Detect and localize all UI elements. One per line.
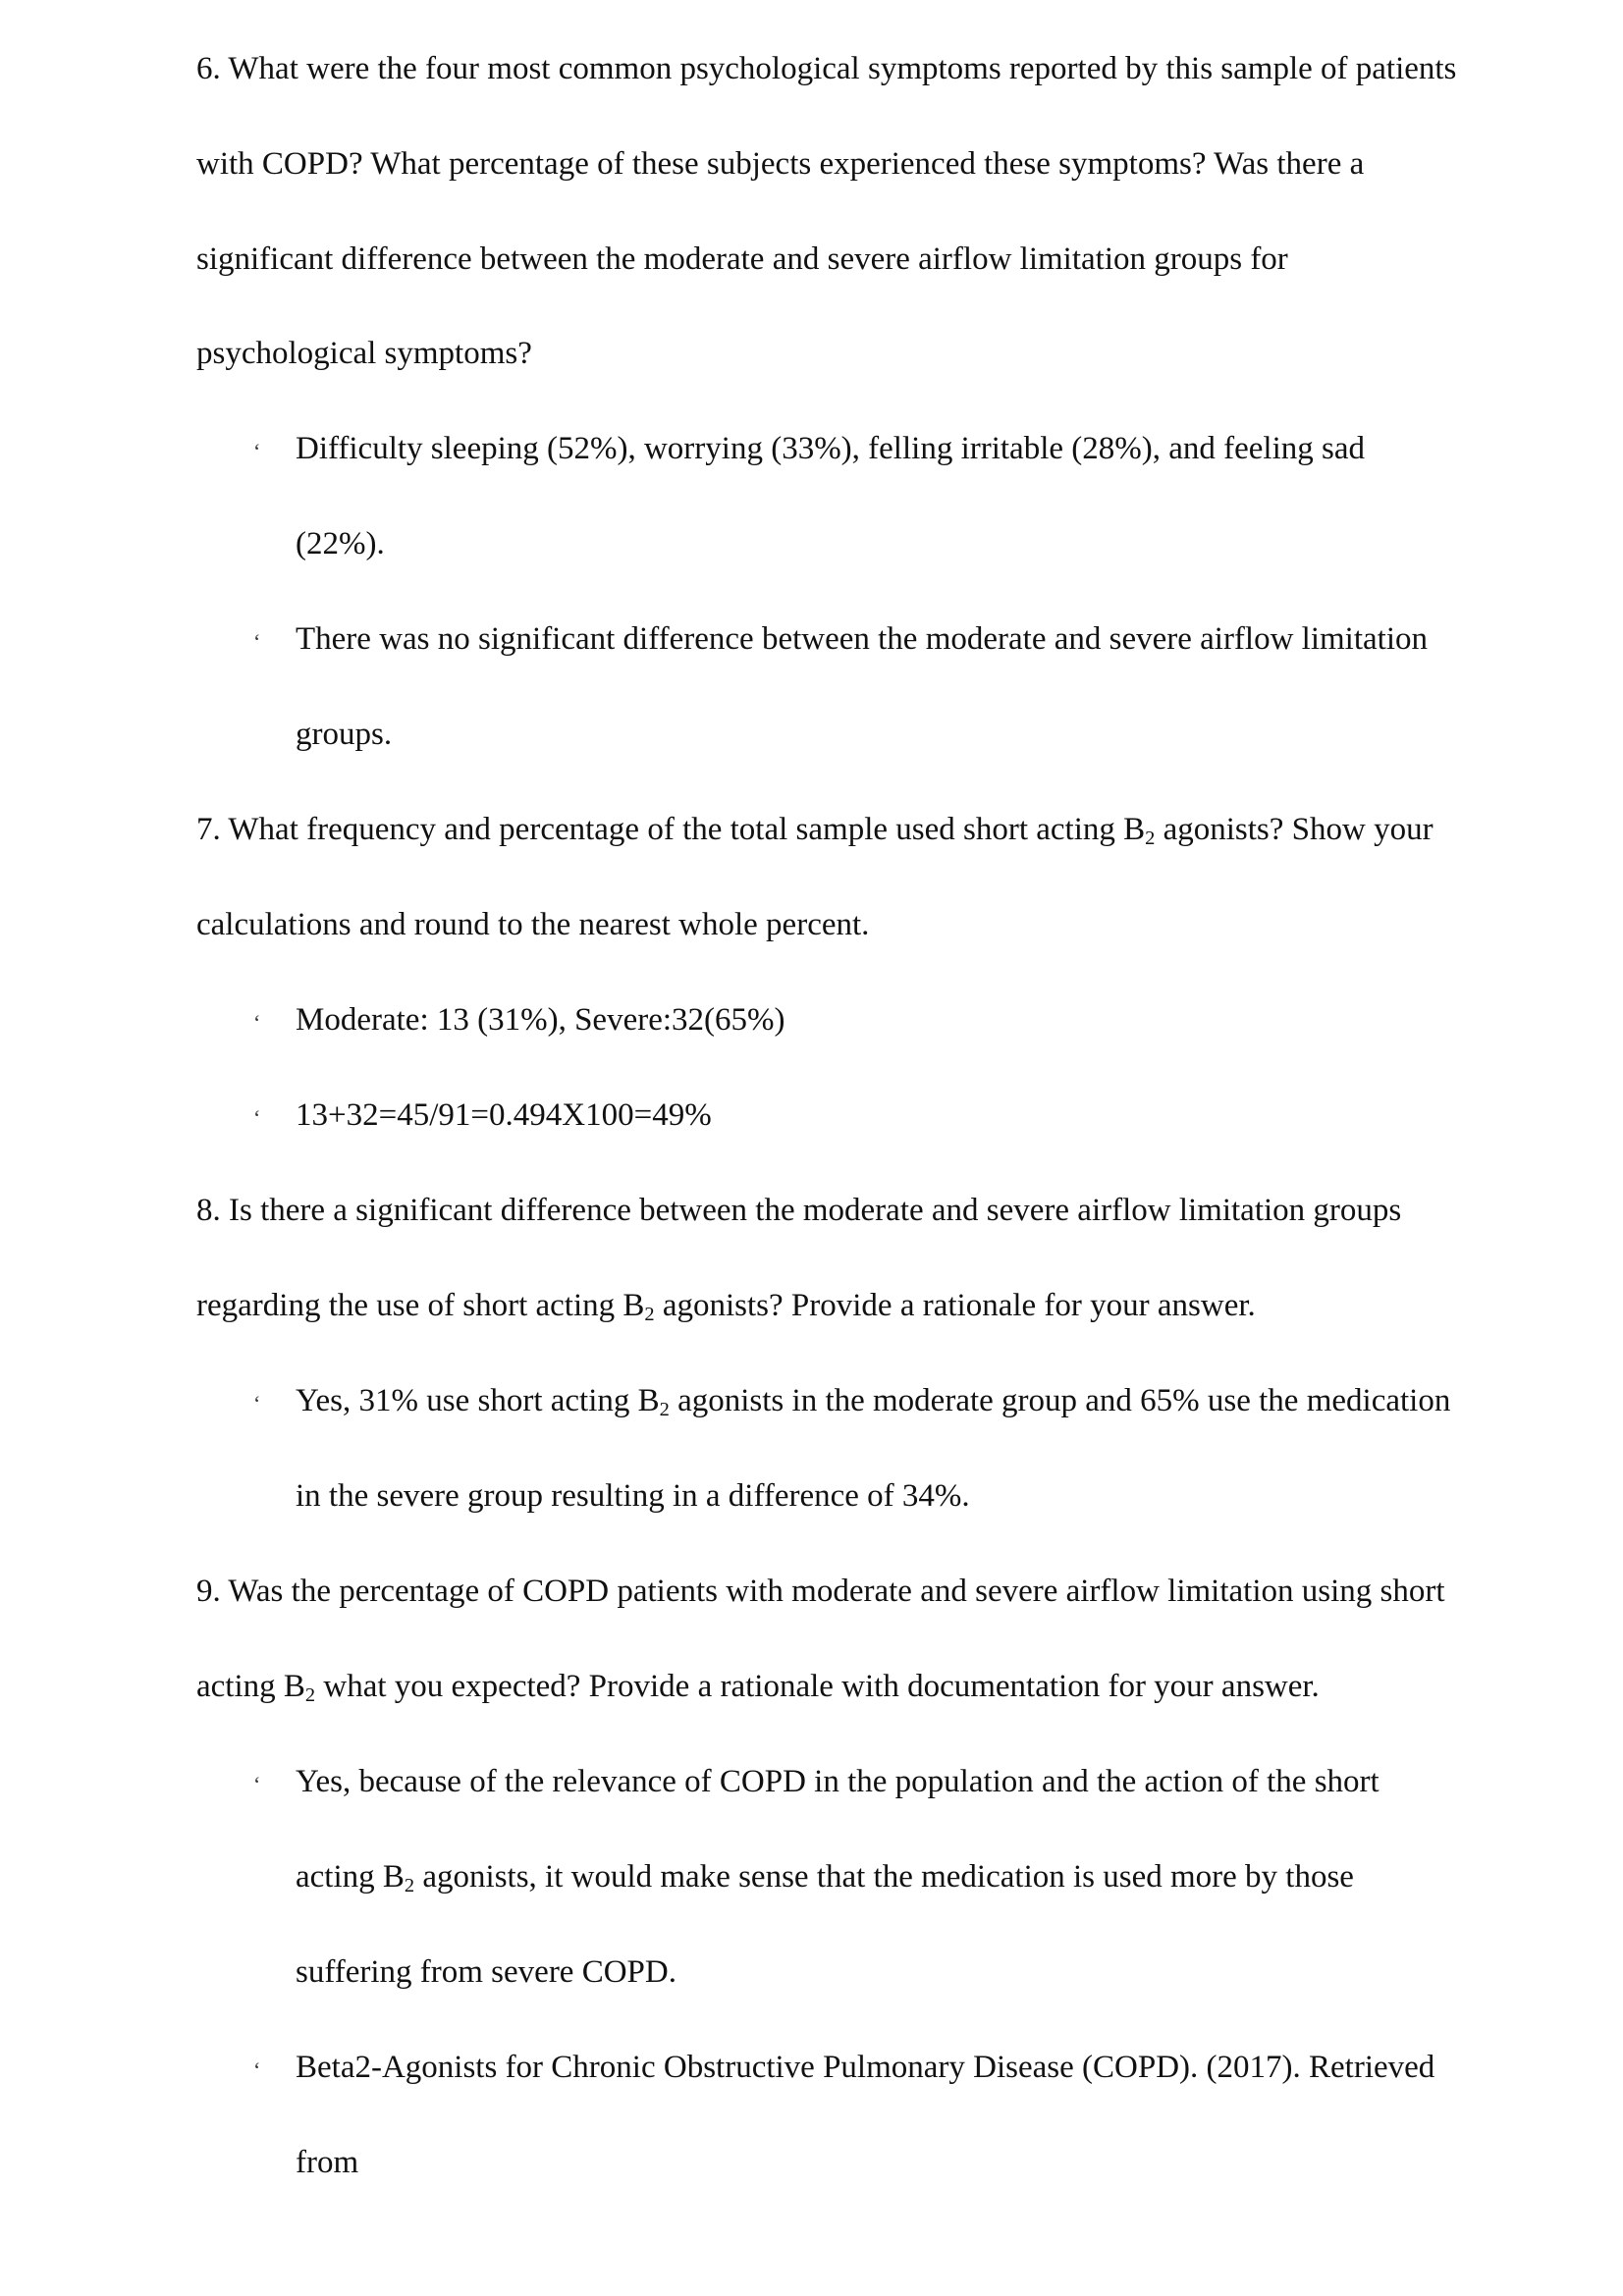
subscript: 2 xyxy=(304,1684,316,1707)
answer-7-2-line-1: 13+32=45/91=0.494X100=49% xyxy=(296,1097,712,1133)
text-segment: what you expected? Provide a rationale with documentation for your answer. xyxy=(315,1669,1320,1704)
bullet-marker-icon: ʻ xyxy=(253,1772,261,1796)
bullet-marker-icon: ʻ xyxy=(253,1105,261,1130)
bullet-marker-icon: ʻ xyxy=(253,2057,261,2082)
text-segment: agonists? Show your xyxy=(1155,812,1434,847)
question-6-line-1: 6. What were the four most common psychological symptoms reported by this sample of patients xyxy=(196,51,1457,86)
answer-9-2-line-1: Beta2-Agonists for Chronic Obstructive Pulmonary Disease (COPD). (2017). Retrieved xyxy=(296,2050,1435,2085)
question-8-line-2 xyxy=(196,1286,1256,1325)
subscript: 2 xyxy=(644,1304,655,1326)
question-6-line-4: psychological symptoms? xyxy=(196,336,532,371)
answer-8-1-line-2: in the severe group resulting in a difference of 34%. xyxy=(296,1478,970,1514)
answer-9-1-line-1: Yes, because of the relevance of COPD in the population and the action of the short xyxy=(296,1764,1380,1799)
text-segment: regarding the use of short acting B xyxy=(196,1288,645,1323)
question-9-line-2 xyxy=(196,1667,1320,1706)
answer-9-1-line-3: suffering from severe COPD. xyxy=(296,1954,676,1990)
answer-8-1-line-1 xyxy=(296,1381,1450,1420)
bullet-marker-icon: ʻ xyxy=(253,629,261,654)
text-segment: acting B xyxy=(296,1859,405,1895)
answer-6-1-line-1: Difficulty sleeping (52%), worrying (33%), felling irritable (28%), and feeling sad xyxy=(296,431,1365,466)
question-6-line-2: with COPD? What percentage of these subjects experienced these symptoms? Was there a xyxy=(196,146,1365,182)
bullet-marker-icon: ʻ xyxy=(253,1391,261,1415)
question-6-line-3: significant difference between the moderate and severe airflow limitation groups for xyxy=(196,241,1288,277)
text-segment: agonists in the moderate group and 65% use the medication xyxy=(669,1383,1451,1418)
text-segment: agonists, it would make sense that the medication is used more by those xyxy=(414,1859,1354,1895)
text-segment: 7. What frequency and percentage of the total sample used short acting B xyxy=(196,812,1146,847)
answer-7-1-line-1: Moderate: 13 (31%), Severe:32(65%) xyxy=(296,1002,785,1038)
text-segment: agonists? Provide a rationale for your answer. xyxy=(654,1288,1256,1323)
answer-6-1-line-2: (22%). xyxy=(296,526,385,561)
subscript: 2 xyxy=(1145,828,1156,850)
question-8-line-1: 8. Is there a significant difference between the moderate and severe airflow limitation groups xyxy=(196,1193,1402,1228)
question-7-line-1 xyxy=(196,810,1434,849)
bullet-marker-icon: ʻ xyxy=(253,1010,261,1035)
text-segment: acting B xyxy=(196,1669,305,1704)
text-segment: Yes, 31% use short acting B xyxy=(296,1383,660,1418)
question-9-line-1: 9. Was the percentage of COPD patients with moderate and severe airflow limitation using short xyxy=(196,1574,1445,1609)
answer-6-2-line-1: There was no significant difference between the moderate and severe airflow limitation xyxy=(296,621,1429,657)
subscript: 2 xyxy=(659,1399,670,1421)
bullet-marker-icon: ʻ xyxy=(253,439,261,463)
subscript: 2 xyxy=(404,1875,415,1897)
answer-6-2-line-2: groups. xyxy=(296,717,393,752)
answer-9-2-line-2: from xyxy=(296,2145,359,2180)
question-7-line-2: calculations and round to the nearest whole percent. xyxy=(196,907,870,942)
answer-9-1-line-2 xyxy=(296,1857,1354,1896)
